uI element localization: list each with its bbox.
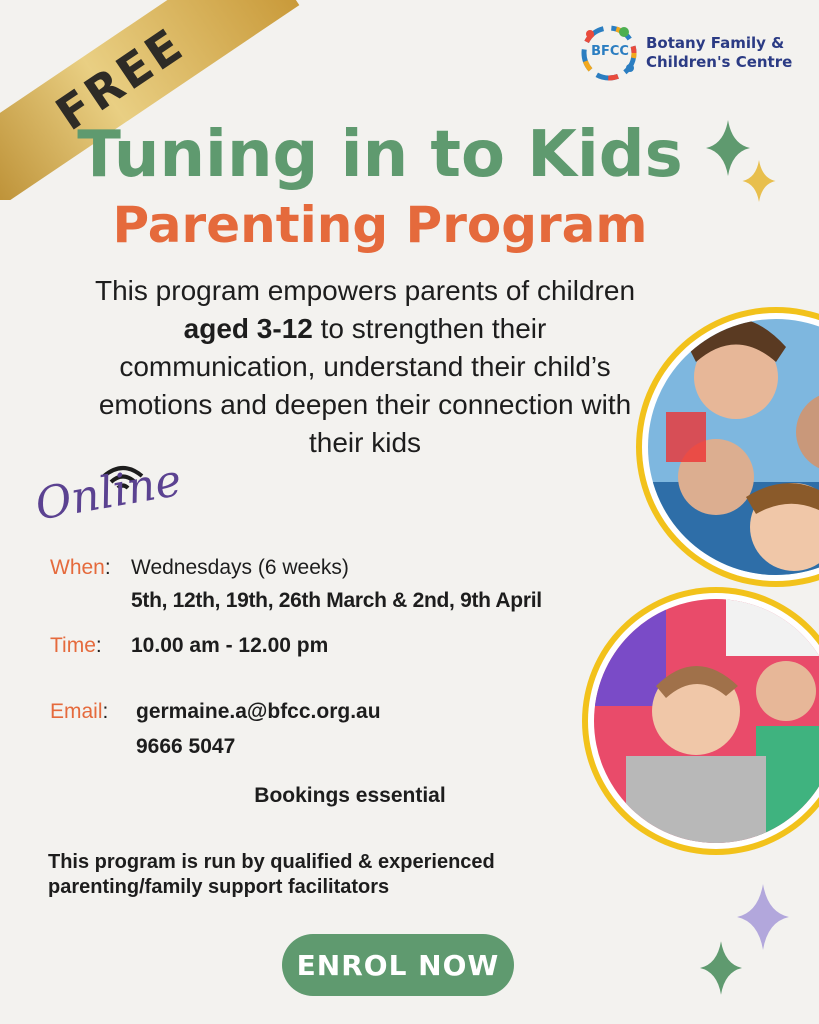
when-row: When:: [50, 556, 111, 579]
facilitator-line2: parenting/family support facilitators: [48, 876, 390, 898]
email-label: Email: [50, 700, 103, 723]
children-photo-bottom: [576, 586, 819, 856]
when-label: When: [50, 556, 105, 579]
sparkle-green-bottom-icon: [700, 940, 742, 996]
program-description: [95, 272, 635, 462]
logo-abbreviation: BFCC: [591, 44, 629, 59]
facilitator-note: [48, 850, 628, 900]
phone-number: 9666 5047: [136, 735, 236, 758]
children-photo-top: [626, 302, 819, 592]
facilitator-line1: This program is run by qualified & experienced: [48, 851, 495, 873]
enrol-now-button[interactable]: ENROL NOW: [282, 934, 514, 996]
logo-line2: Children's Centre: [646, 53, 793, 71]
description-part2: to strengthen their communication, understand their child’s emotions and deepen their connection with their kids: [98, 313, 632, 458]
logo-name: [646, 34, 792, 72]
time-label: Time: [50, 634, 96, 657]
time-value: 10.00 am - 12.00 pm: [131, 634, 329, 657]
logo-line1: Botany Family &: [646, 34, 785, 52]
description-part1: This program empowers parents of children: [95, 275, 636, 306]
when-dates: 5th, 12th, 19th, 26th March & 2nd, 9th April: [131, 589, 542, 612]
program-title: Tuning in to Kids: [77, 118, 683, 192]
free-label: FREE: [46, 17, 194, 142]
program-subtitle: Parenting Program: [112, 196, 648, 254]
time-row: Time:: [50, 634, 102, 657]
when-value: Wednesdays (6 weeks): [131, 556, 349, 579]
email-link[interactable]: germaine.a@bfcc.org.au: [136, 700, 381, 723]
sparkle-lavender-icon: [736, 884, 790, 950]
description-age-range: aged 3-12: [183, 313, 313, 344]
bookings-note: Bookings essential: [254, 784, 446, 807]
online-label: Online: [31, 454, 186, 531]
email-row: Email:: [50, 700, 109, 723]
